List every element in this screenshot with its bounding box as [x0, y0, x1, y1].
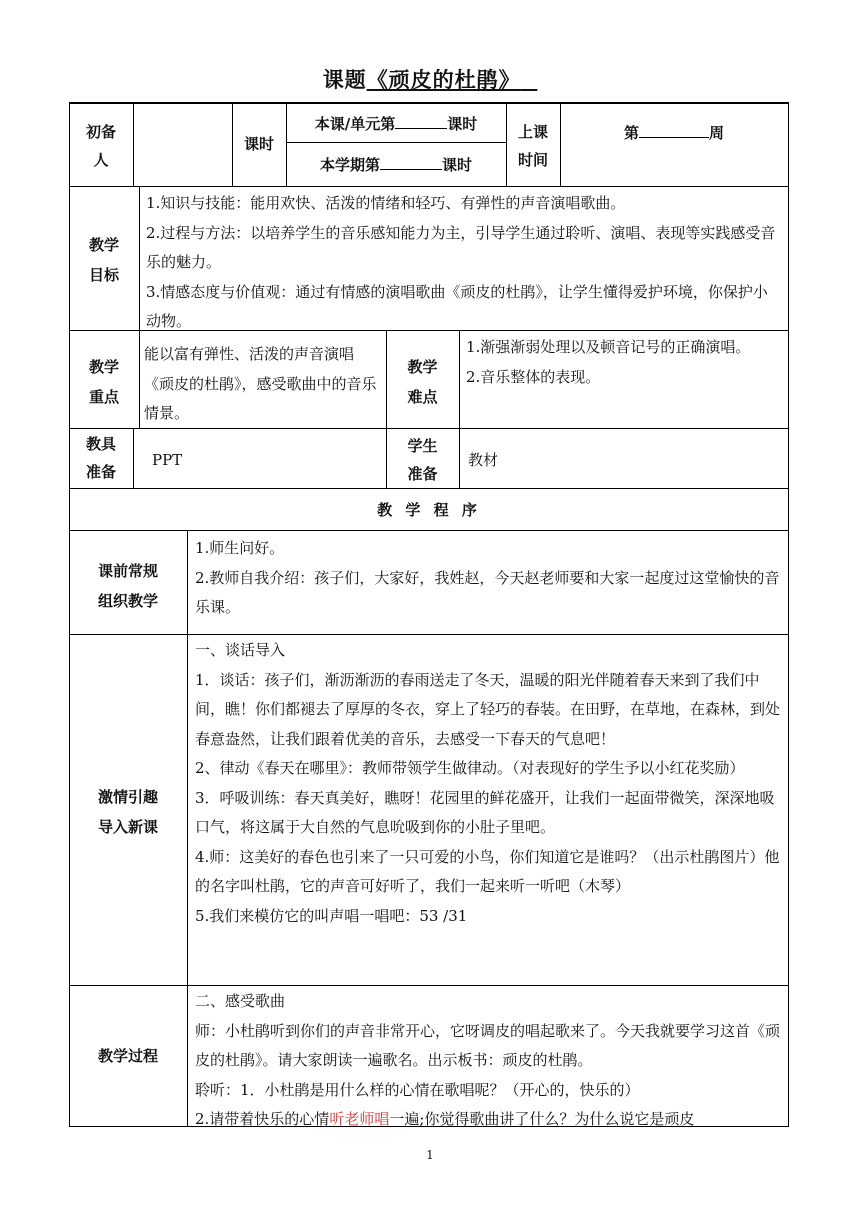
intro-item: 3．呼吸训练：春天真美好，瞧呀！花园里的鲜花盛开，让我们一起面带微笑，深深地吸口气，将这属于大自然的气息吮吸到你的小肚子里吧。 [195, 788, 775, 836]
intro-item: 5.我们来模仿它的叫声唱一唱吧：53 /31 [195, 906, 468, 925]
difficulty-item: 2.音乐整体的表现。 [466, 367, 601, 386]
page-number: 1 [426, 1148, 434, 1162]
objective-item: 2.过程与方法：以培养学生的音乐感知能力为主，引导学生通过聆听、演唱、表现等实践感受音乐的魅力。 [146, 223, 776, 271]
intro-item: 2、律动《春天在哪里》：教师带领学生做律动。（对表现好的学生予以小红花奖励） [195, 759, 745, 777]
unit-period-field: 本课/单元第 课时 [286, 112, 506, 136]
pre-class-item: 2.教师自我介绍：孩子们，大家好，我姓赵，今天赵老师要和大家一起度过这堂愉快的音乐课。 [195, 568, 780, 616]
highlighted-text: 听老师唱 [329, 1110, 390, 1128]
objective-item: 3.情感态度与价值观：通过有情感的演唱歌曲《顽皮的杜鹃》，让学生懂得爱护环境，你保护小动物。 [146, 282, 768, 330]
process-label: 教学过程 [97, 1047, 158, 1065]
pre-class-item: 1.师生问好。 [195, 539, 285, 557]
intro-item: 1．谈话：孩子们，渐沥渐沥的春雨送走了冬天，温暖的阳光伴随着春天来到了我们中间，瞧！你们都褪去了厚厚的冬衣，穿上了轻巧的春装。在田野，在草地，在森林，到处春意盎然，让我们跟着优美的音乐，去感受一下春天的气息吧！ [195, 670, 781, 748]
student-tools-label: 学生 准备 [407, 437, 438, 483]
difficulty-item: 1.渐强渐弱处理以及顿音记号的正确演唱。 [466, 338, 751, 356]
teacher-tools-label: 教具 准备 [85, 435, 116, 481]
objectives-list [146, 189, 782, 337]
procedure-heading: 教 学 程 序 [377, 501, 481, 519]
week-field: 第 周 [560, 121, 788, 145]
process-item: 2.请带着快乐的心情听老师唱一遍;你觉得歌曲讲了什么？为什么说它是顽皮 [195, 1110, 695, 1128]
intro-section-heading: 一、谈话导入 [195, 641, 286, 659]
teacher-tools-value: PPT [152, 451, 183, 469]
title-prefix: 课题 [322, 68, 367, 92]
focus-text: 能以富有弹性、活泼的声音演唱《顽皮的杜鹃》，感受歌曲中的音乐情景。 [144, 345, 377, 422]
title-lesson-name: 《顽皮的杜鹃》 [366, 68, 521, 92]
pre-class-label: 课前常规 组织教学 [97, 562, 158, 610]
process-item: 师：小杜鹃听到你们的声音非常开心，它呀调皮的唱起歌来了。今天我就要学习这首《顽皮的杜鹃》。请大家朗读一遍歌名。出示板书：顽皮的杜鹃。 [195, 1021, 781, 1069]
class-time-label: 上课 时间 [517, 123, 548, 169]
process-content [195, 987, 783, 1135]
preparer-label: 初备 人 [85, 123, 116, 169]
process-section-heading: 二、感受歌曲 [195, 992, 286, 1010]
intro-content [195, 636, 783, 931]
page-title [0, 64, 860, 94]
period-label: 课时 [243, 135, 274, 153]
focus-label: 教学 重点 [88, 358, 119, 406]
term-period-field: 本学期第 课时 [286, 153, 506, 177]
objective-item: 1.知识与技能：能用欢快、活泼的情绪和轻巧、有弹性的声音演唱歌曲。 [146, 194, 626, 212]
difficulty-label: 教学 难点 [407, 358, 438, 406]
difficulty-list [466, 333, 782, 392]
intro-item: 4.师：这美好的春色也引来了一只可爱的小鸟，你们知道它是谁吗？（出示杜鹃图片）他的名字叫杜鹃，它的声音可好听了，我们一起来听一听吧（木琴） [195, 847, 780, 895]
intro-label: 激情引趣 导入新课 [97, 788, 158, 836]
process-item: 聆听：1．小杜鹃是用什么样的心情在歌唱呢？（开心的，快乐的） [195, 1080, 640, 1099]
student-tools-value: 教材 [468, 451, 499, 469]
objectives-label: 教学 目标 [88, 236, 119, 284]
pre-class-content [195, 534, 783, 623]
